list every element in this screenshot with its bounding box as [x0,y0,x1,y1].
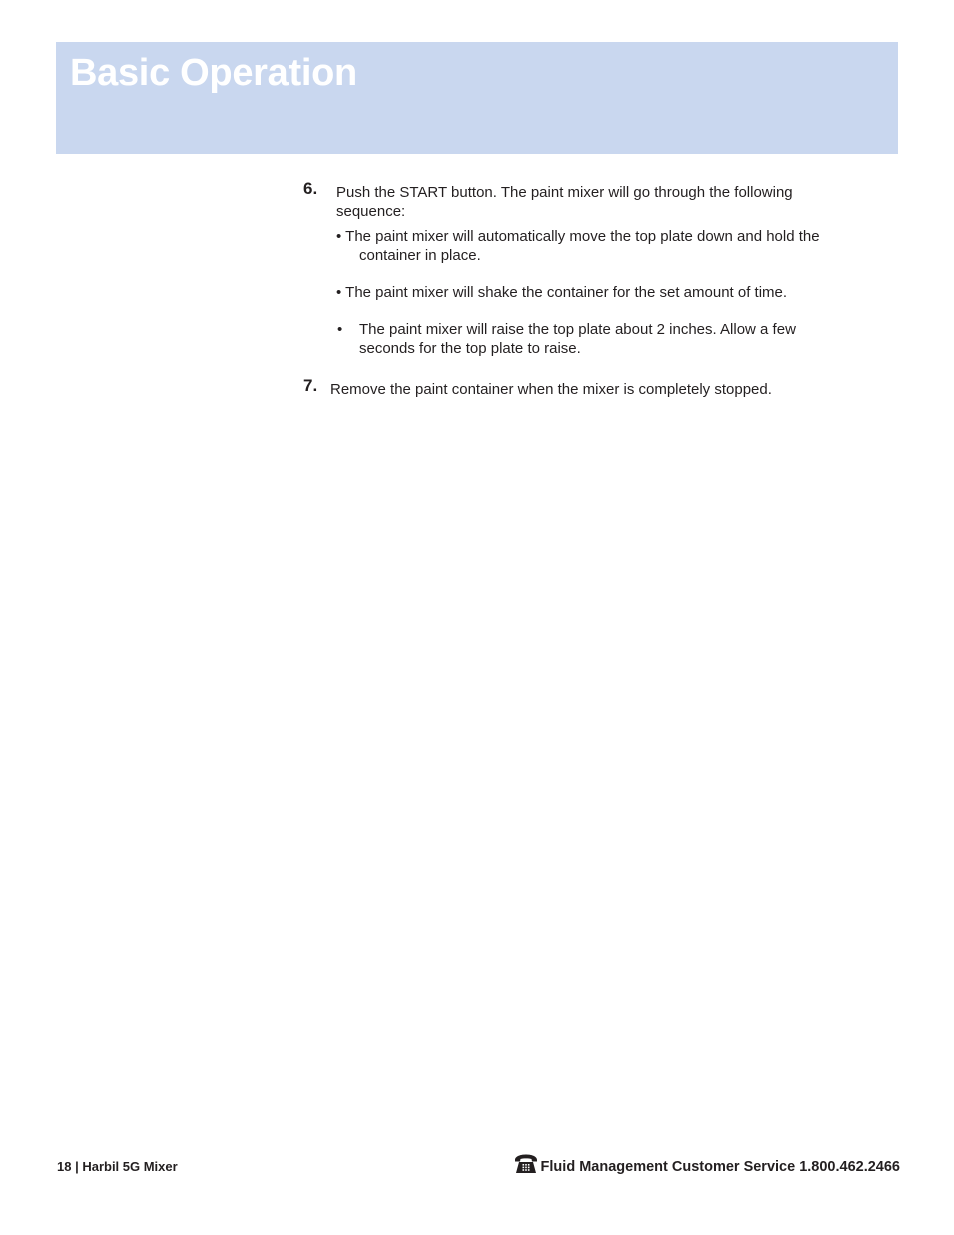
bullet-item [336,228,856,265]
bullet-text: The paint mixer will raise the top plate about 2 inches. Allow a few seconds for the top plate to raise. [359,321,796,357]
page-title: Basic Operation [70,52,357,94]
bullet-mark: • [336,228,342,245]
footer-page-label: 18 | Harbil 5G Mixer [57,1159,178,1174]
bullet-mark: • [337,321,343,338]
bullet-text: The paint mixer will shake the container for the set amount of time. [345,284,788,301]
step-text: Push the START button. The paint mixer will go through the following sequence: [336,184,793,220]
bullet-mark: • [336,284,342,301]
step-text: Remove the paint container when the mixer is completely stopped. [330,381,772,398]
footer-service [513,1153,900,1175]
header-band [56,42,898,154]
bullet-item [336,284,856,303]
bullet-text: • The paint mixer will automatically move the top plate down and hold the container in place. [336,228,820,264]
step-number: 7. [303,376,318,395]
step-number: 6. [303,179,318,198]
footer-service-text: Fluid Management Customer Service 1.800.462.2466 [540,1159,900,1175]
telephone-icon [513,1153,539,1175]
